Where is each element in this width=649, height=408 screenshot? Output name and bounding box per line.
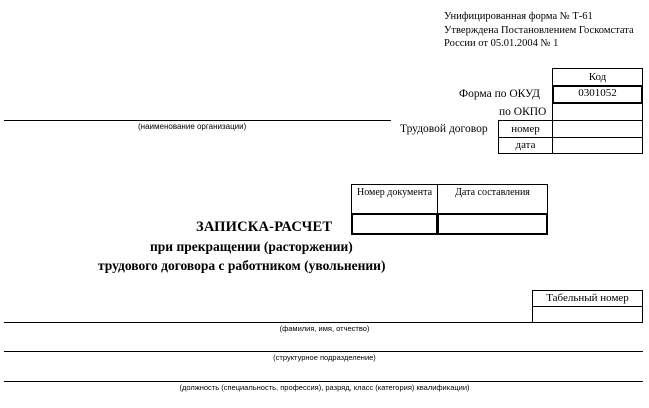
document-subtitle-1: при прекращении (расторжении)	[150, 239, 353, 254]
department-line	[4, 351, 643, 352]
contract-date-label: дата	[515, 139, 536, 151]
doc-number-header: Номер документа	[356, 187, 433, 198]
document-subtitle-2: трудового договора с работником (увольнении)	[98, 258, 386, 273]
contract-date-cell[interactable]	[552, 137, 643, 154]
form-header-line-3: России от 05.01.2004 № 1	[444, 38, 559, 49]
compile-date-cell[interactable]	[437, 213, 548, 235]
tab-number-cell[interactable]	[532, 306, 643, 323]
contract-label: Трудовой договор	[400, 123, 488, 135]
form-header-line-1: Унифицированная форма № Т-61	[444, 11, 593, 22]
position-line	[4, 381, 643, 382]
okpo-label: по ОКПО	[499, 106, 547, 118]
kod-header-cell	[552, 68, 643, 86]
contract-date-label-cell	[498, 137, 553, 154]
okud-code-cell[interactable]	[552, 85, 643, 104]
fio-caption: (фамилия, имя, отчество)	[279, 324, 370, 333]
compile-date-header: Дата составления	[455, 187, 530, 198]
department-caption: (структурное подразделение)	[273, 353, 376, 362]
contract-number-label-cell	[498, 120, 553, 138]
form-header-line-2: Утверждена Постановлением Госкомстата	[444, 24, 634, 36]
kod-header: Код	[588, 71, 607, 83]
tab-number-header-cell	[532, 290, 643, 307]
form-header	[444, 10, 644, 51]
position-caption: (должность (специальность, профессия), разряд, класс (категория) квалификации)	[179, 383, 470, 392]
document-title: ЗАПИСКА-РАСЧЕТ	[196, 219, 333, 235]
contract-number-label: номер	[511, 123, 540, 135]
organization-caption: (наименование организации)	[138, 122, 247, 131]
organization-line	[4, 120, 391, 121]
tab-number-header: Табельный номер	[546, 292, 629, 304]
okud-code: 0301052	[578, 87, 617, 99]
contract-number-cell[interactable]	[552, 120, 643, 138]
doc-number-cell[interactable]	[351, 213, 438, 235]
doc-number-header-cell	[351, 184, 438, 214]
fio-line	[4, 322, 643, 323]
okud-label: Форма по ОКУД	[459, 88, 540, 100]
compile-date-header-cell	[437, 184, 548, 214]
okpo-code-cell[interactable]	[552, 103, 643, 121]
